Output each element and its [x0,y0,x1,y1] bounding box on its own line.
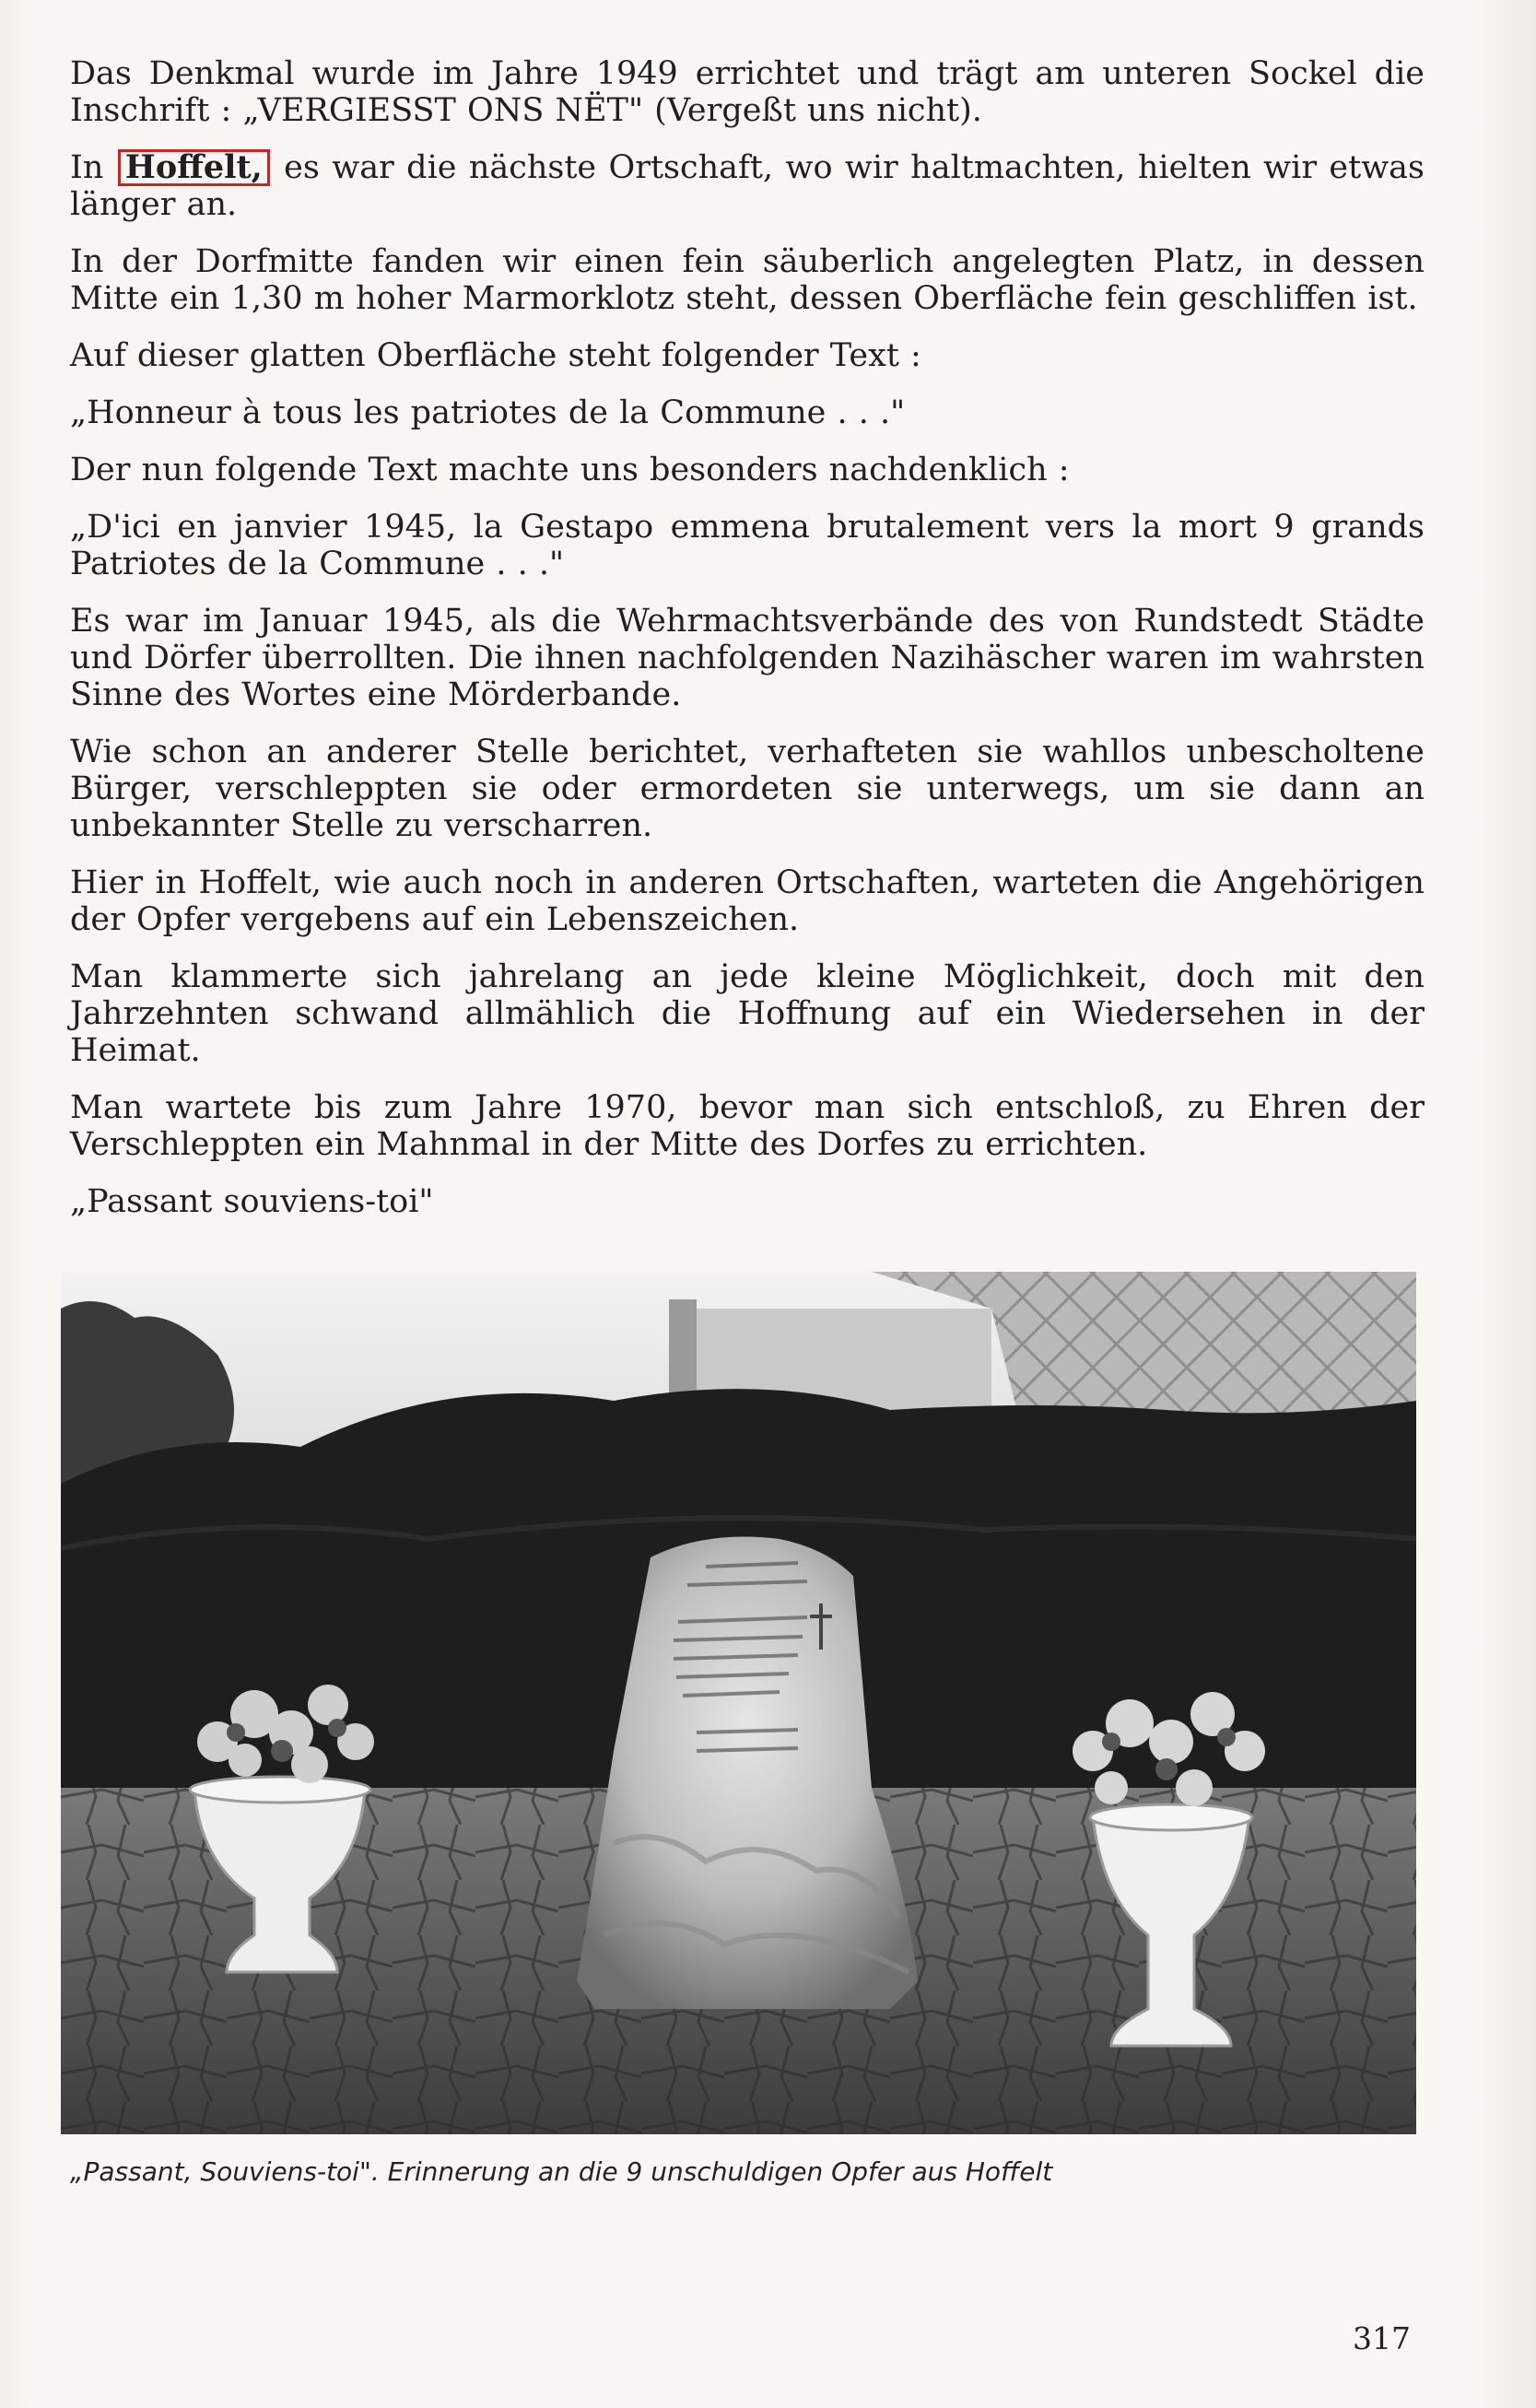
paragraph-january-1945: Es war im Januar 1945, als die Wehrmachtsverbände des von Rundstedt Städte und Dörfer überrollten. Die ihnen nachfolgenden Nazihäscher waren im wahrsten Sinne des Wortes eine Mörderbande. [70,603,1425,713]
paragraph-monument-1949: Das Denkmal wurde im Jahre 1949 errichtet und trägt am unteren Sockel die Inschrift : „VERGIESST ONS NËT" (Vergeßt uns nicht). [70,55,1425,129]
page-number: 317 [1353,2320,1411,2356]
quote-honneur: „Honneur à tous les patriotes de la Commune . . ." [70,394,906,431]
paragraph-inscription-intro: Auf dieser glatten Oberfläche steht folgender Text : [70,337,921,374]
paragraph-arrests: Wie schon an anderer Stelle berichtet, verhafteten sie wahllos unbescholtene Bürger, verschleppten sie oder ermordeten sie unterwegs, um sie dann an unbekannter Stelle zu verscharren. [70,734,1425,844]
highlighted-word-hoffelt: Hoffelt, [118,149,270,186]
paragraph-hoffelt-rest: es war die nächste Ortschaft, wo wir haltmachten, hielten wir etwas länger an. [70,149,1425,223]
memorial-photo [61,1272,1416,2134]
paragraph-hope-faded: Man klammerte sich jahrelang an jede kleine Möglichkeit, doch mit den Jahrzehnten schwand allmählich die Hoffnung auf ein Wiedersehen in der Heimat. [70,958,1425,1069]
paragraph-village-square: In der Dorfmitte fanden wir einen fein säuberlich angelegten Platz, in dessen Mitte ein 1,30 m hoher Marmorklotz steht, dessen Oberfläche fein geschliffen ist. [70,243,1425,317]
paragraph-hoffelt-prefix: In [70,149,116,186]
paragraph-hoffelt-stop [70,149,1425,223]
body-text [70,55,1425,1240]
quote-gestapo: „D'ici en janvier 1945, la Gestapo emmena brutalement vers la mort 9 grands Patriotes de la Commune . . ." [70,509,1425,582]
quote-passant: „Passant souviens-toi" [70,1183,434,1220]
paragraph-relatives-waited: Hier in Hoffelt, wie auch noch in anderen Ortschaften, warteten die Angehörigen der Opfer vergebens auf ein Lebenszeichen. [70,864,1425,938]
paragraph-memorial-1970: Man wartete bis zum Jahre 1970, bevor man sich entschloß, zu Ehren der Verschleppten ein Mahnmal in der Mitte des Dorfes zu errichten. [70,1089,1425,1163]
paragraph-following-text: Der nun folgende Text machte uns besonders nachdenklich : [70,452,1070,488]
photo-caption: „Passant, Souviens-toi". Erinnerung an die 9 unschuldigen Opfer aus Hoffelt [70,2156,1053,2187]
